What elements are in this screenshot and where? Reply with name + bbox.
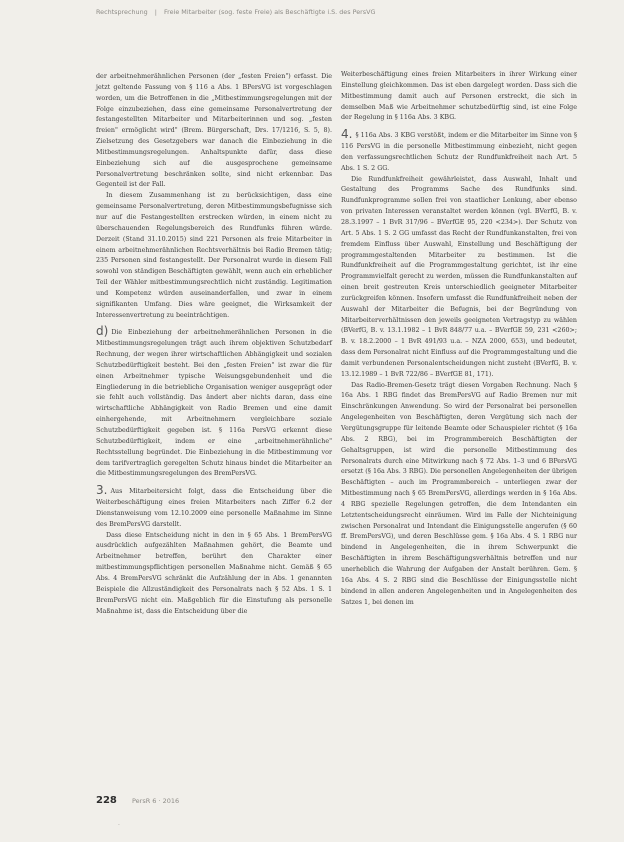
page-footer	[96, 788, 179, 807]
body-paragraph	[341, 70, 577, 124]
paragraph-text: § 116a Abs. 3 KBG verstößt, indem er die Mitarbeiter im Sinne von § 116 PersVG in die personelle Mitbestimmung einbezieht, nicht gegen den verfassungsrechtlichen Schutz der Rundfunkfreiheit nach Art. 5 Abs. 1 S. 2 GG.	[341, 132, 577, 172]
paragraph-text: Die Rundfunkfreiheit gewährleistet, dass Auswahl, Inhalt und Gestaltung des Programms Sache des Rundfunks sind. Rundfunkprogramme sollen frei von staatlicher Lenkung, aber ebenso von privaten Interessen veranstaltet werden können (vgl. BVerfG, B. v. 28.3.1997 – 1 BvR 317/96 – BVerfGE 95, 220 <234>). Der Schutz von Art. 5 Abs. 1 S. 2 GG umfasst das Recht der Rundfunkanstalten, frei von fremdem Einfluss über Auswahl, Einstellung und Beschäftigung der programmgestaltenden Mitarbeiter zu bestimmen. Ist die Rundfunkfreiheit auf die Programmgestaltung gerichtet, ist ihr eine Programmvielfalt gerecht zu werden, müssen die Rundfunkanstalten auf einen breit gestreuten Kreis unterschiedlich geeigneter Mitarbeiter zurückgreifen können. Insofern umfasst die Rundfunkfreiheit neben der Auswahl der Mitarbeiter die Befugnis, bei der Begründung von Mitarbeiterverhältnissen den jeweils geeigneten Vertragstyp zu wählen (BVerfG, B. v. 13.1.1982 – 1 BvR 848/77 u.a. – BVerfGE 59, 231 <260>; B. v. 18.2.2000 – 1 BvR 491/93 u.a. – NZA 2000, 653), und bedeutet, dass dem Personalrat nicht Einfluss auf die Programmgestaltung und die damit verbundenen Personalentscheidungen nicht zusteht (BVerfG, B. v. 13.12.1989 – 1 BvR 722/86 – BVerfGE 81, 171).	[341, 175, 577, 378]
section-paragraph	[96, 483, 332, 530]
running-head	[96, 8, 576, 16]
scan-mark: ·	[118, 822, 120, 829]
body-paragraph	[96, 531, 332, 618]
section-paragraph	[341, 127, 577, 174]
body-paragraph	[341, 381, 577, 609]
paragraph-text: Aus Mitarbeitersicht folgt, dass die Entscheidung über die Weiterbeschäftigung eines freien Mitarbeiters nach Ziffer 6.2 der Dienstanweisung vom 12.10.2009 eine personelle Maßnahme im Sinne des BremPersVG darstellt.	[96, 488, 332, 528]
body-paragraph	[96, 72, 332, 191]
left-column	[96, 72, 332, 617]
right-column	[341, 70, 577, 608]
paragraph-text: der arbeitnehmerähnlichen Personen (der „festen Freien") erfasst. Die jetzt geltende Fassung von § 116 a Abs. 1 BPersVG ist vorgeschlagen worden, um die Betroffenen in die „Mitbestimmungsregelungen mit der Folge einzubeziehen, dass eine gemeinsame Personalvertretung der festangestellten Mitarbeiter und Mitarbeiterinnen und sog. „festen freien" ermöglicht wird" (Brem. Bürgerschaft, Drs. 17/1216, S. 5, 8). Zielsetzung des Gesetzgebers war danach die Einbeziehung in die Mitbestimmungsregelungen. Anhaltspunkte dafür, dass diese Einbeziehung sich auf die ausgesprochene gemeinsame Personalvertretung beschränken sollte, sind nicht erkennbar. Das Gegenteil ist der Fall.	[96, 73, 332, 189]
running-head-section: Rechtsprechung	[96, 8, 148, 16]
section-number: d)	[96, 324, 109, 339]
section-number: 3.	[96, 483, 108, 498]
running-head-title: Freie Mitarbeiter (sog. feste Freie) als Beschäftigte i.S. des PersVG	[163, 8, 376, 16]
running-head-separator: |	[154, 8, 157, 16]
paragraph-text: In diesem Zusammenhang ist zu berücksichtigen, dass eine gemeinsame Personalvertretung, deren Mitbestimmungsbefugnisse sich nur auf die Festangestellten erstrecken würden, in einem nicht zu überschauenden Regelungsbereich des Rundfunks führen würde. Derzeit (Stand 31.10.2015) sind 221 Personen als freie Mitarbeiter in einem arbeitnehmerähnlichen Rechtsverhältnis bei Radio Bremen tätig; 235 Personen sind festangestellt. Der Personalrat wurde in diesem Fall sowohl von ständigen Beschäftigten gewählt, wenn auch ein erheblicher Teil der Wähler mitbestimmungsrechtlich nicht zuständig. Legitimation und Kompetenz würden auseinanderfallen, und zwar in einem signifikanten Umfang. Dies wäre geeignet, die Wirksamkeit der Interessenvertretung zu beeinträchtigen.	[96, 192, 332, 319]
journal-issue: PersR 6 · 2016	[131, 797, 180, 805]
paragraph-text: Die Einbeziehung der arbeitnehmerähnlichen Personen in die Mitbestimmungsregelungen trägt auch ihrem objektiven Schutzbedarf Rechnung, der wegen ihrer wirtschaftlichen Abhängigkeit und sozialen Schutzbedürftigkeit besteht. Bei den „festen Freien" ist zwar die für einen Arbeitnehmer typische Weisungsgebundenheit und die Eingliederung in die betriebliche Organisation weniger ausgeprägt oder sie fehlt auch vollständig. Das ändert aber nichts daran, dass eine wirtschaftliche Abhängigkeit von Radio Bremen und eine damit einhergehende, mit Arbeitnehmern vergleichbare soziale Schutzbedürftigkeit gegeben ist. § 116a PersVG erkennt diese Schutzbedürftigkeit, indem er eine „arbeitnehmerähnliche" Rechtsstellung begründet. Die Einbeziehung in die Mitbestimmung vor dem tarifvertraglich geregelten Schutz hinaus bindet die Mitarbeiter an die Mitbestimmungsregelungen des BremPersVG.	[96, 329, 332, 478]
paragraph-text: Dass diese Entscheidung nicht in den in § 65 Abs. 1 BremPersVG ausdrücklich aufgezählten Maßnahmen gehört, die Beamte und Arbeitnehmer betreffen, berührt den Charakter einer mitbestimmungspflichtigen personellen Maßnahme nicht. Gemäß § 65 Abs. 4 BremPersVG schränkt die Aufzählung der in Abs. 1 genannten Beispiele die Allzuständigkeit des Personalrats nach § 52 Abs. 1 S. 1 BremPersVG nicht ein. Maßgeblich für die Einstufung als personelle Maßnahme ist, dass die Entscheidung über die	[96, 531, 332, 615]
section-number: 4.	[341, 127, 353, 142]
body-paragraph	[96, 191, 332, 321]
page-number: 228	[96, 795, 117, 806]
paragraph-text: Das Radio-Bremen-Gesetz trägt diesen Vorgaben Rechnung. Nach § 16a Abs. 1 RBG findet das BremPersVG auf Radio Bremen nur mit Einschränkungen Anwendung. So wird der Personalrat bei personellen Angelegenheiten von Beschäftigten, deren Vergütung sich nach der Vergütungsgruppe für leitende Beamte oder Schauspieler richtet (§ 16a Abs. 2 RBG), bei im Programmbereich Beschäftigten der Gehaltsgruppen, ist wird die personelle Mitbestimmung des Personalrats durch eine Mitwirkung nach § 72 Abs. 1–3 und 6 BPersVG ersetzt (§ 16a Abs. 3 RBG). Die personellen Angelegenheiten der übrigen Beschäftigten – auch im Programmbereich – unterliegen zwar der Mitbestimmung nach § 65 BremPersVG, allerdings werden in § 16a Abs. 4 RBG spezielle Regelungen getroffen, die dem Intendanten ein Letztentscheidungsrecht einräumen. Wird im Falle der Nichteinigung zwischen Personalrat und Intendant die Einigungsstelle angerufen (§ 60 ff. BremPersVG), und deren Beschlüsse gem. § 16a Abs. 4 S. 1 RBG nur bindend in Angelegenheiten, die in ihrem Schwerpunkt die Beschäftigten in ihrem Beschäftigungsverhältnis betreffen und nur unerheblich die Wahrung der Aufgaben der Anstalt berühren. Gem. § 16a Abs. 4 S. 2 RBG sind die Beschlüsse der Einigungsstelle nicht bindend in allen anderen Angelegenheiten und in Angelegenheiten des Satzes 1, bei denen im	[341, 381, 577, 606]
section-paragraph	[96, 324, 332, 480]
body-paragraph	[341, 175, 577, 381]
paragraph-text: Weiterbeschäftigung eines freien Mitarbeiters in ihrer Wirkung einer Einstellung gleichkommen. Das ist eben dargelegt worden. Dass sich die Mitbestimmung damit auch auf Personen erstreckt, die sich in demselben Maß wie Arbeitnehmer schutzbedürftig sind, ist eine Folge der Regelung in § 116a Abs. 3 KBG.	[341, 71, 577, 122]
